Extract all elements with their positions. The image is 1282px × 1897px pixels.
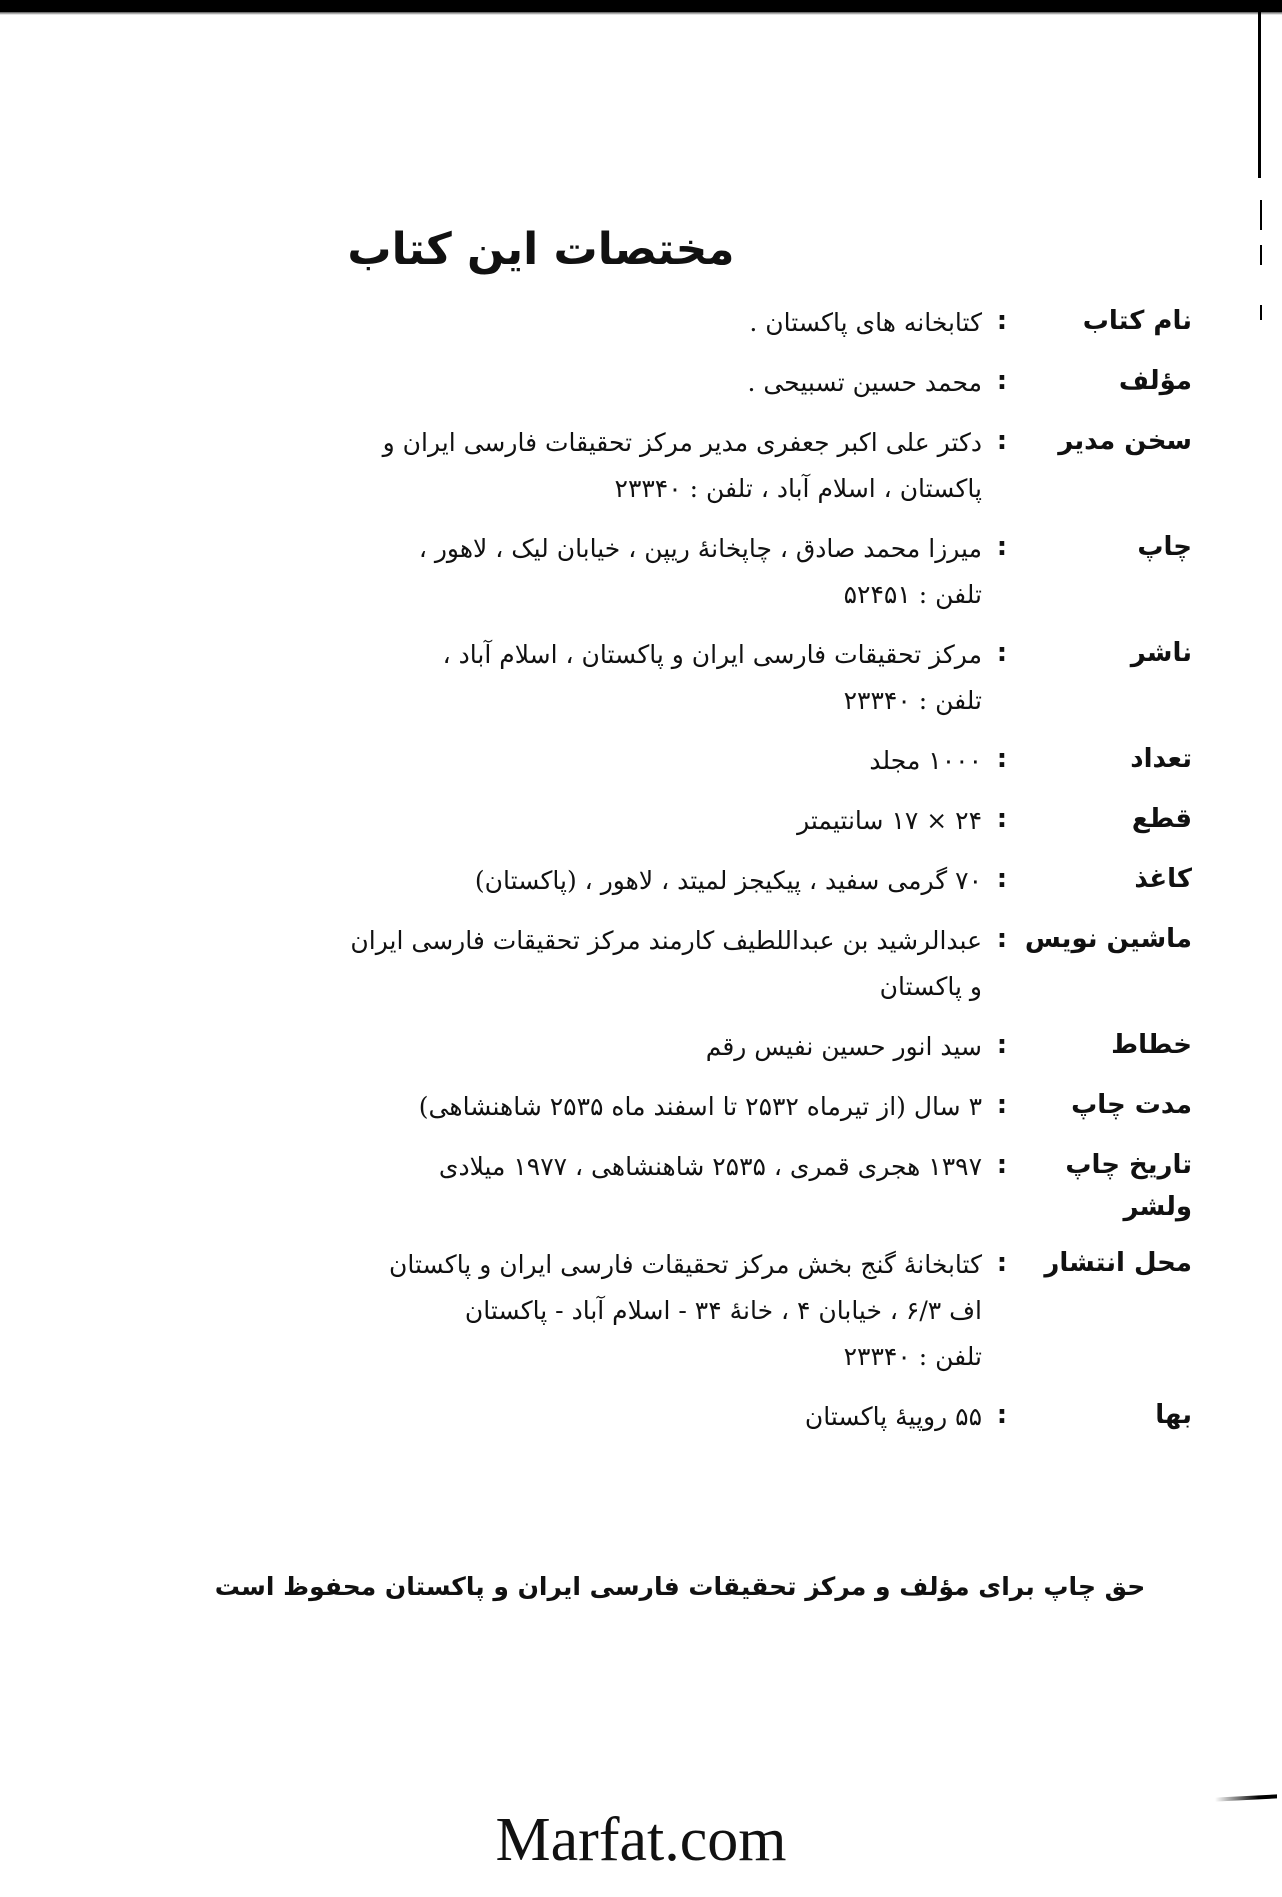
spec-value [182, 1394, 982, 1440]
spec-value-line: میرزا محمد صادق ، چاپخانهٔ ریپن ، خیابان لیک ، لاهور ، [418, 534, 982, 563]
watermark: Marfat.com [495, 1806, 787, 1874]
spec-value-line: ۳ سال (از تیرماه ۲۵۳۲ تا اسفند ماه ۲۵۳۵ شاهنشاهی) [418, 1092, 982, 1121]
spec-label: چاپ [1137, 532, 1192, 562]
spec-label: تاریخ چاپ ولشر [1065, 1150, 1192, 1222]
spec-row-typist [182, 918, 1192, 1010]
spec-label: ناشر [1130, 638, 1192, 668]
scan-corner-mark [1215, 1794, 1277, 1801]
spec-value-line: عبدالرشید بن عبداللطیف کارمند مرکز تحقیقات فارسی ایران [350, 926, 982, 955]
spec-value-line: مرکز تحقیقات فارسی ایران و پاکستان ، اسلام آباد ، [442, 640, 982, 669]
spec-label: تعداد [1130, 744, 1192, 774]
spec-label: مؤلف [1118, 366, 1192, 396]
spec-value [182, 526, 982, 618]
spec-value-line: ۷۰ گرمی سفید ، پیکیجز لمیتد ، لاهور ، (پاکستان) [474, 866, 982, 895]
spec-colon: : [996, 864, 1008, 894]
spec-row-director-note [182, 420, 1192, 512]
spec-row-book-name [182, 300, 1192, 346]
spec-colon: : [996, 638, 1008, 668]
spec-row-calligrapher [182, 1024, 1192, 1070]
spec-value [182, 858, 982, 904]
spec-value [182, 420, 982, 512]
spec-colon: : [996, 924, 1008, 954]
spec-colon: : [996, 1090, 1008, 1120]
book-specs-list [182, 300, 1192, 1454]
spec-value [182, 798, 982, 844]
spec-value-line: سید انور حسین نفیس رقم [705, 1032, 982, 1061]
spec-label: مدت چاپ [1071, 1090, 1192, 1120]
spec-colon: : [996, 1248, 1008, 1278]
spec-label: قطع [1131, 804, 1192, 834]
spec-label: کاغذ [1134, 864, 1192, 894]
spec-colon: : [996, 306, 1008, 336]
spec-value [182, 632, 982, 724]
spec-row-format [182, 798, 1192, 844]
spec-value-line: ۱۰۰۰ مجلد [869, 746, 982, 775]
scan-right-edge [1258, 8, 1261, 178]
spec-value-line: تلفن : ۲۳۳۴۰ [843, 686, 982, 715]
spec-row-price [182, 1394, 1192, 1440]
spec-label: محل انتشار [1044, 1248, 1192, 1278]
spec-value-line: تلفن : ۵۲۴۵۱ [843, 580, 982, 609]
spec-value [182, 1144, 982, 1190]
spec-value [182, 1084, 982, 1130]
spec-colon: : [996, 804, 1008, 834]
spec-value-line: کتابخانه های پاکستان . [749, 308, 982, 337]
spec-value-line: و پاکستان [879, 972, 982, 1001]
copyright-notice: حق چاپ برای مؤلف و مرکز تحقیقات فارسی ایران و پاکستان محفوظ است [214, 1572, 1146, 1601]
spec-value-line: محمد حسین تسبیحی . [747, 368, 982, 397]
spec-colon: : [996, 744, 1008, 774]
spec-value [182, 360, 982, 406]
spec-value [182, 300, 982, 346]
spec-label: ماشین نویس [1024, 924, 1192, 954]
spec-label: نام کتاب [1082, 306, 1192, 336]
spec-row-paper [182, 858, 1192, 904]
spec-value-line: تلفن : ۲۳۳۴۰ [843, 1342, 982, 1371]
spec-value [182, 918, 982, 1010]
spec-label: خطاط [1111, 1030, 1192, 1060]
spec-label: بها [1155, 1400, 1192, 1430]
scan-top-border [0, 0, 1282, 12]
spec-row-publish-date [182, 1144, 1192, 1228]
spec-row-distribution-place [182, 1242, 1192, 1380]
spec-value-line: اف ۶/۳ ، خیابان ۴ ، خانهٔ ۳۴ - اسلام آباد - پاکستان [464, 1296, 982, 1325]
spec-value-line: پاکستان ، اسلام آباد ، تلفن : ۲۳۳۴۰ [614, 474, 982, 503]
spec-row-print-run [182, 738, 1192, 784]
spec-colon: : [996, 426, 1008, 456]
scan-right-edge-dash [1260, 305, 1262, 320]
page-title: مختصات این کتاب [347, 224, 735, 276]
spec-value-line: ۲۴ × ۱۷ سانتیمتر [797, 806, 982, 835]
spec-row-printing [182, 526, 1192, 618]
spec-value-line: ۵۵ روپیهٔ پاکستان [804, 1402, 982, 1431]
spec-colon: : [996, 532, 1008, 562]
spec-colon: : [996, 1030, 1008, 1060]
scan-top-shadow [0, 12, 1282, 15]
spec-value-line: کتابخانهٔ گنج بخش مرکز تحقیقات فارسی ایران و پاکستان [388, 1250, 982, 1279]
spec-value-line: دکتر علی اکبر جعفری مدیر مرکز تحقیقات فارسی ایران و [382, 428, 982, 457]
spec-colon: : [996, 1400, 1008, 1430]
spec-value [182, 1242, 982, 1380]
spec-colon: : [996, 1150, 1008, 1180]
spec-label: سخن مدیر [1058, 426, 1192, 456]
spec-value-line: ۱۳۹۷ هجری قمری ، ۲۵۳۵ شاهنشاهی ، ۱۹۷۷ میلادی [438, 1152, 982, 1181]
spec-row-publisher [182, 632, 1192, 724]
spec-row-print-duration [182, 1084, 1192, 1130]
spec-colon: : [996, 366, 1008, 396]
spec-value [182, 1024, 982, 1070]
spec-value [182, 738, 982, 784]
spec-row-author [182, 360, 1192, 406]
